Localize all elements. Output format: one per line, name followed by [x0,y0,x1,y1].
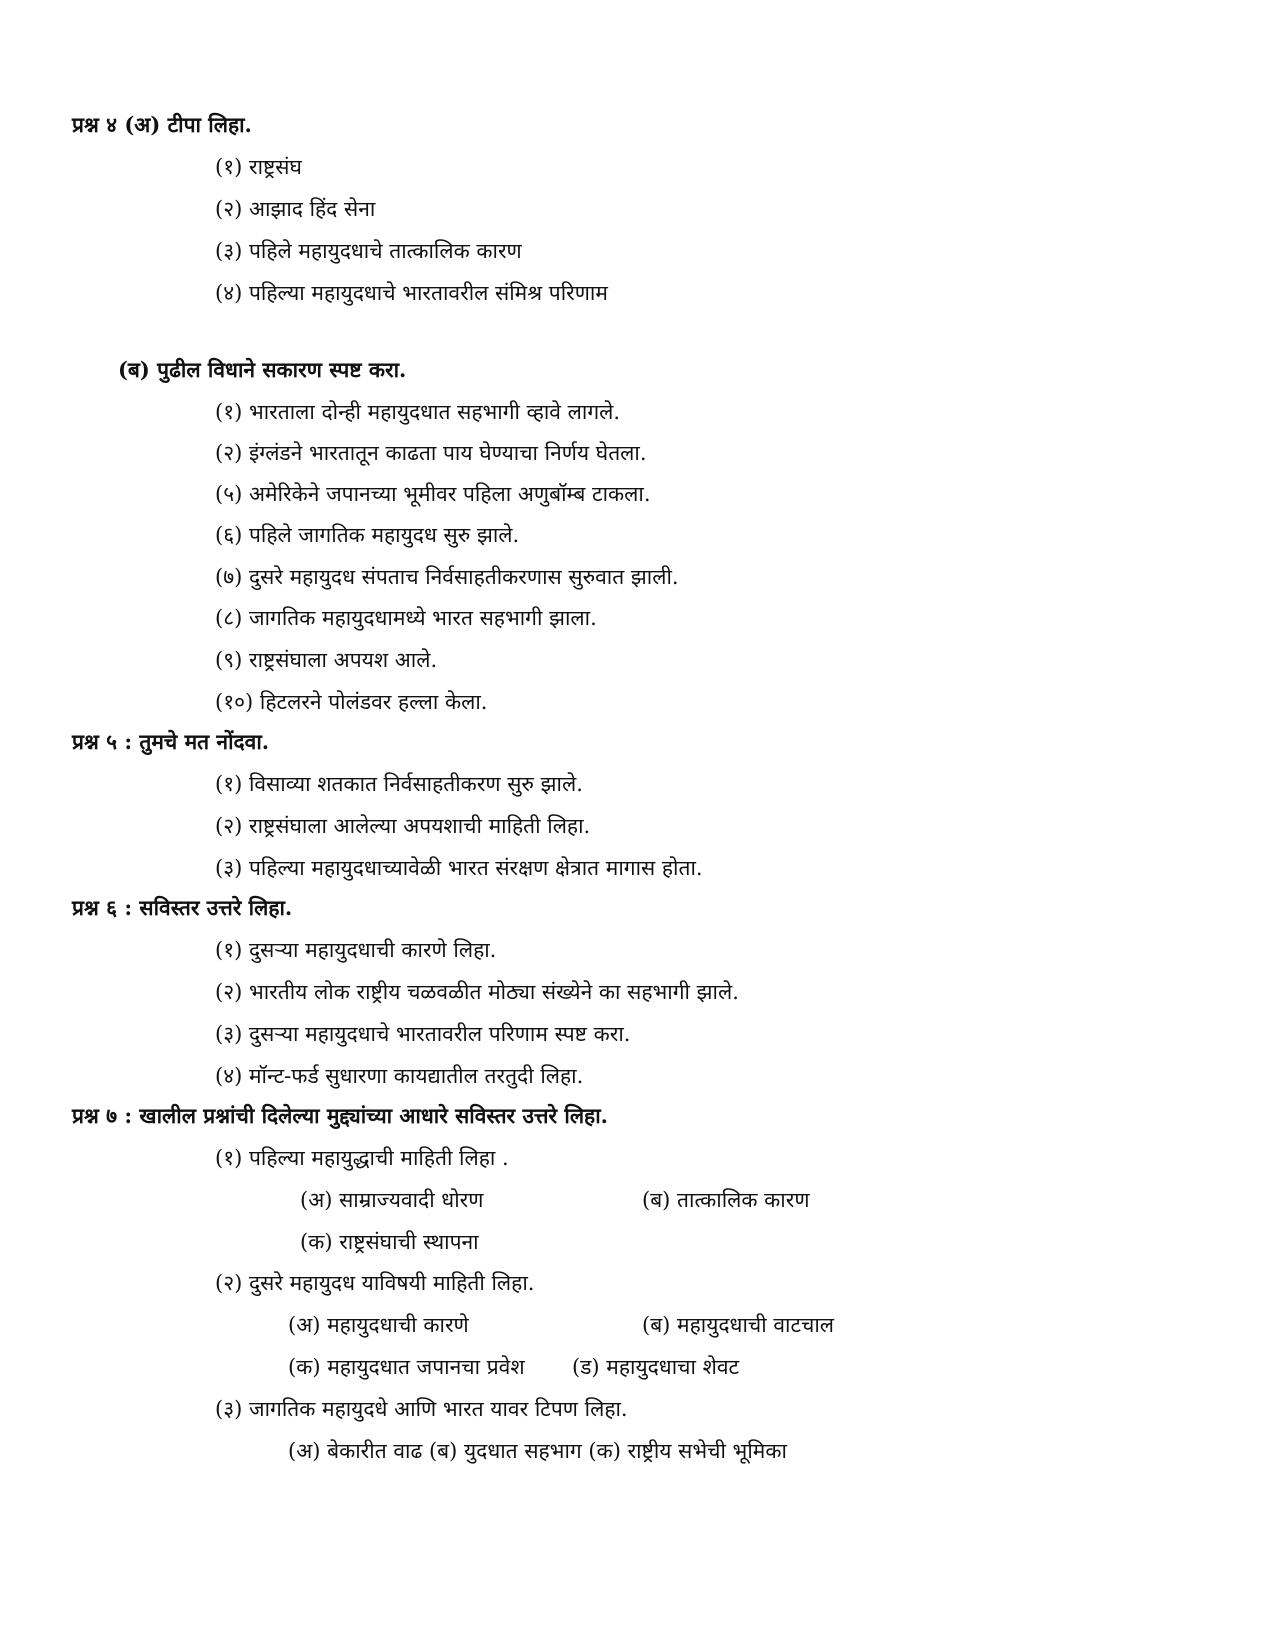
q4b-item-2: (२) इंग्लंडने भारतातून काढता पाय घेण्याचा निर्णय घेतला. [215,441,647,465]
q4b-item-6: (६) पहिले जागतिक महायुदध सुरु झाले. [215,523,520,547]
q4-item-4: (४) पहिल्या महायुदधाचे भारतावरील संमिश्र परिणाम [215,281,608,305]
q4-heading: प्रश्न ४ (अ) टीपा लिहा. [72,112,252,137]
q4b-item-10: (१०) हिटलरने पोलंडवर हल्ला केला. [215,690,488,714]
q6-item-4: (४) मॉन्ट-फर्ड सुधारणा कायद्यातील तरतुदी लिहा. [215,1064,584,1088]
q4b-heading: (ब) पुढील विधाने सकारण स्पष्ट करा. [118,357,407,382]
q7-item-2-d: (ड) महायुदधाचा शेवट [572,1355,740,1379]
q7-heading: प्रश्न ७ : खालील प्रश्नांची दिलेल्या मुद्द्यांच्या आधारे सविस्तर उत्तरे लिहा. [72,1103,608,1128]
q6-item-3: (३) दुसऱ्या महायुदधाचे भारतावरील परिणाम स्पष्ट करा. [215,1022,631,1046]
q4b-item-8: (८) जागतिक महायुदधामध्ये भारत सहभागी झाला. [215,606,597,630]
q7-item-1: (१) पहिल्या महायुद्धाची माहिती लिहा . [215,1146,509,1170]
q7-item-2: (२) दुसरे महायुदध याविषयी माहिती लिहा. [215,1271,535,1295]
q4b-item-1: (१) भारताला दोन्ही महायुदधात सहभागी व्हावे लागले. [215,400,621,424]
q7-item-1-b: (ब) तात्कालिक कारण [642,1188,810,1212]
q6-item-1: (१) दुसऱ्या महायुदधाची कारणे लिहा. [215,938,497,962]
q4-item-1: (१) राष्ट्रसंघ [215,155,302,179]
q7-item-3-line: (अ) बेकारीत वाढ (ब) युदधात सहभाग (क) राष्ट्रीय सभेची भूमिका [288,1439,787,1463]
q4-item-2: (२) आझाद हिंद सेना [215,197,376,221]
q5-item-1: (१) विसाव्या शतकात निर्वसाहतीकरण सुरु झाले. [215,772,583,796]
q4b-item-9: (९) राष्ट्रसंघाला अपयश आले. [215,648,438,672]
q4-item-3: (३) पहिले महायुदधाचे तात्कालिक कारण [215,239,522,263]
q5-item-3: (३) पहिल्या महायुदधाच्यावेळी भारत संरक्षण क्षेत्रात मागास होता. [215,856,703,880]
q7-item-3: (३) जागतिक महायुदधे आणि भारत यावर टिपण लिहा. [215,1397,628,1421]
q7-item-2-b: (ब) महायुदधाची वाटचाल [642,1313,835,1337]
q5-item-2: (२) राष्ट्रसंघाला आलेल्या अपयशाची माहिती लिहा. [215,814,591,838]
q4b-item-7: (७) दुसरे महायुदध संपताच निर्वसाहतीकरणास सुरुवात झाली. [215,565,679,589]
q6-heading: प्रश्न ६ : सविस्तर उत्तरे लिहा. [72,895,293,920]
q4b-item-5: (५) अमेरिकेने जपानच्या भूमीवर पहिला अणुबॉम्ब टाकला. [215,482,651,506]
q7-item-1-a: (अ) साम्राज्यवादी धोरण [300,1188,484,1212]
q5-heading: प्रश्न ५ : तुमचे मत नोंदवा. [72,729,270,754]
q6-item-2: (२) भारतीय लोक राष्ट्रीय चळवळीत मोठ्या संख्येने का सहभागी झाले. [215,980,739,1004]
q7-item-2-c: (क) महायुदधात जपानचा प्रवेश [288,1355,525,1379]
q7-item-1-c: (क) राष्ट्रसंघाची स्थापना [300,1230,479,1254]
q7-item-2-a: (अ) महायुदधाची कारणे [288,1313,469,1337]
